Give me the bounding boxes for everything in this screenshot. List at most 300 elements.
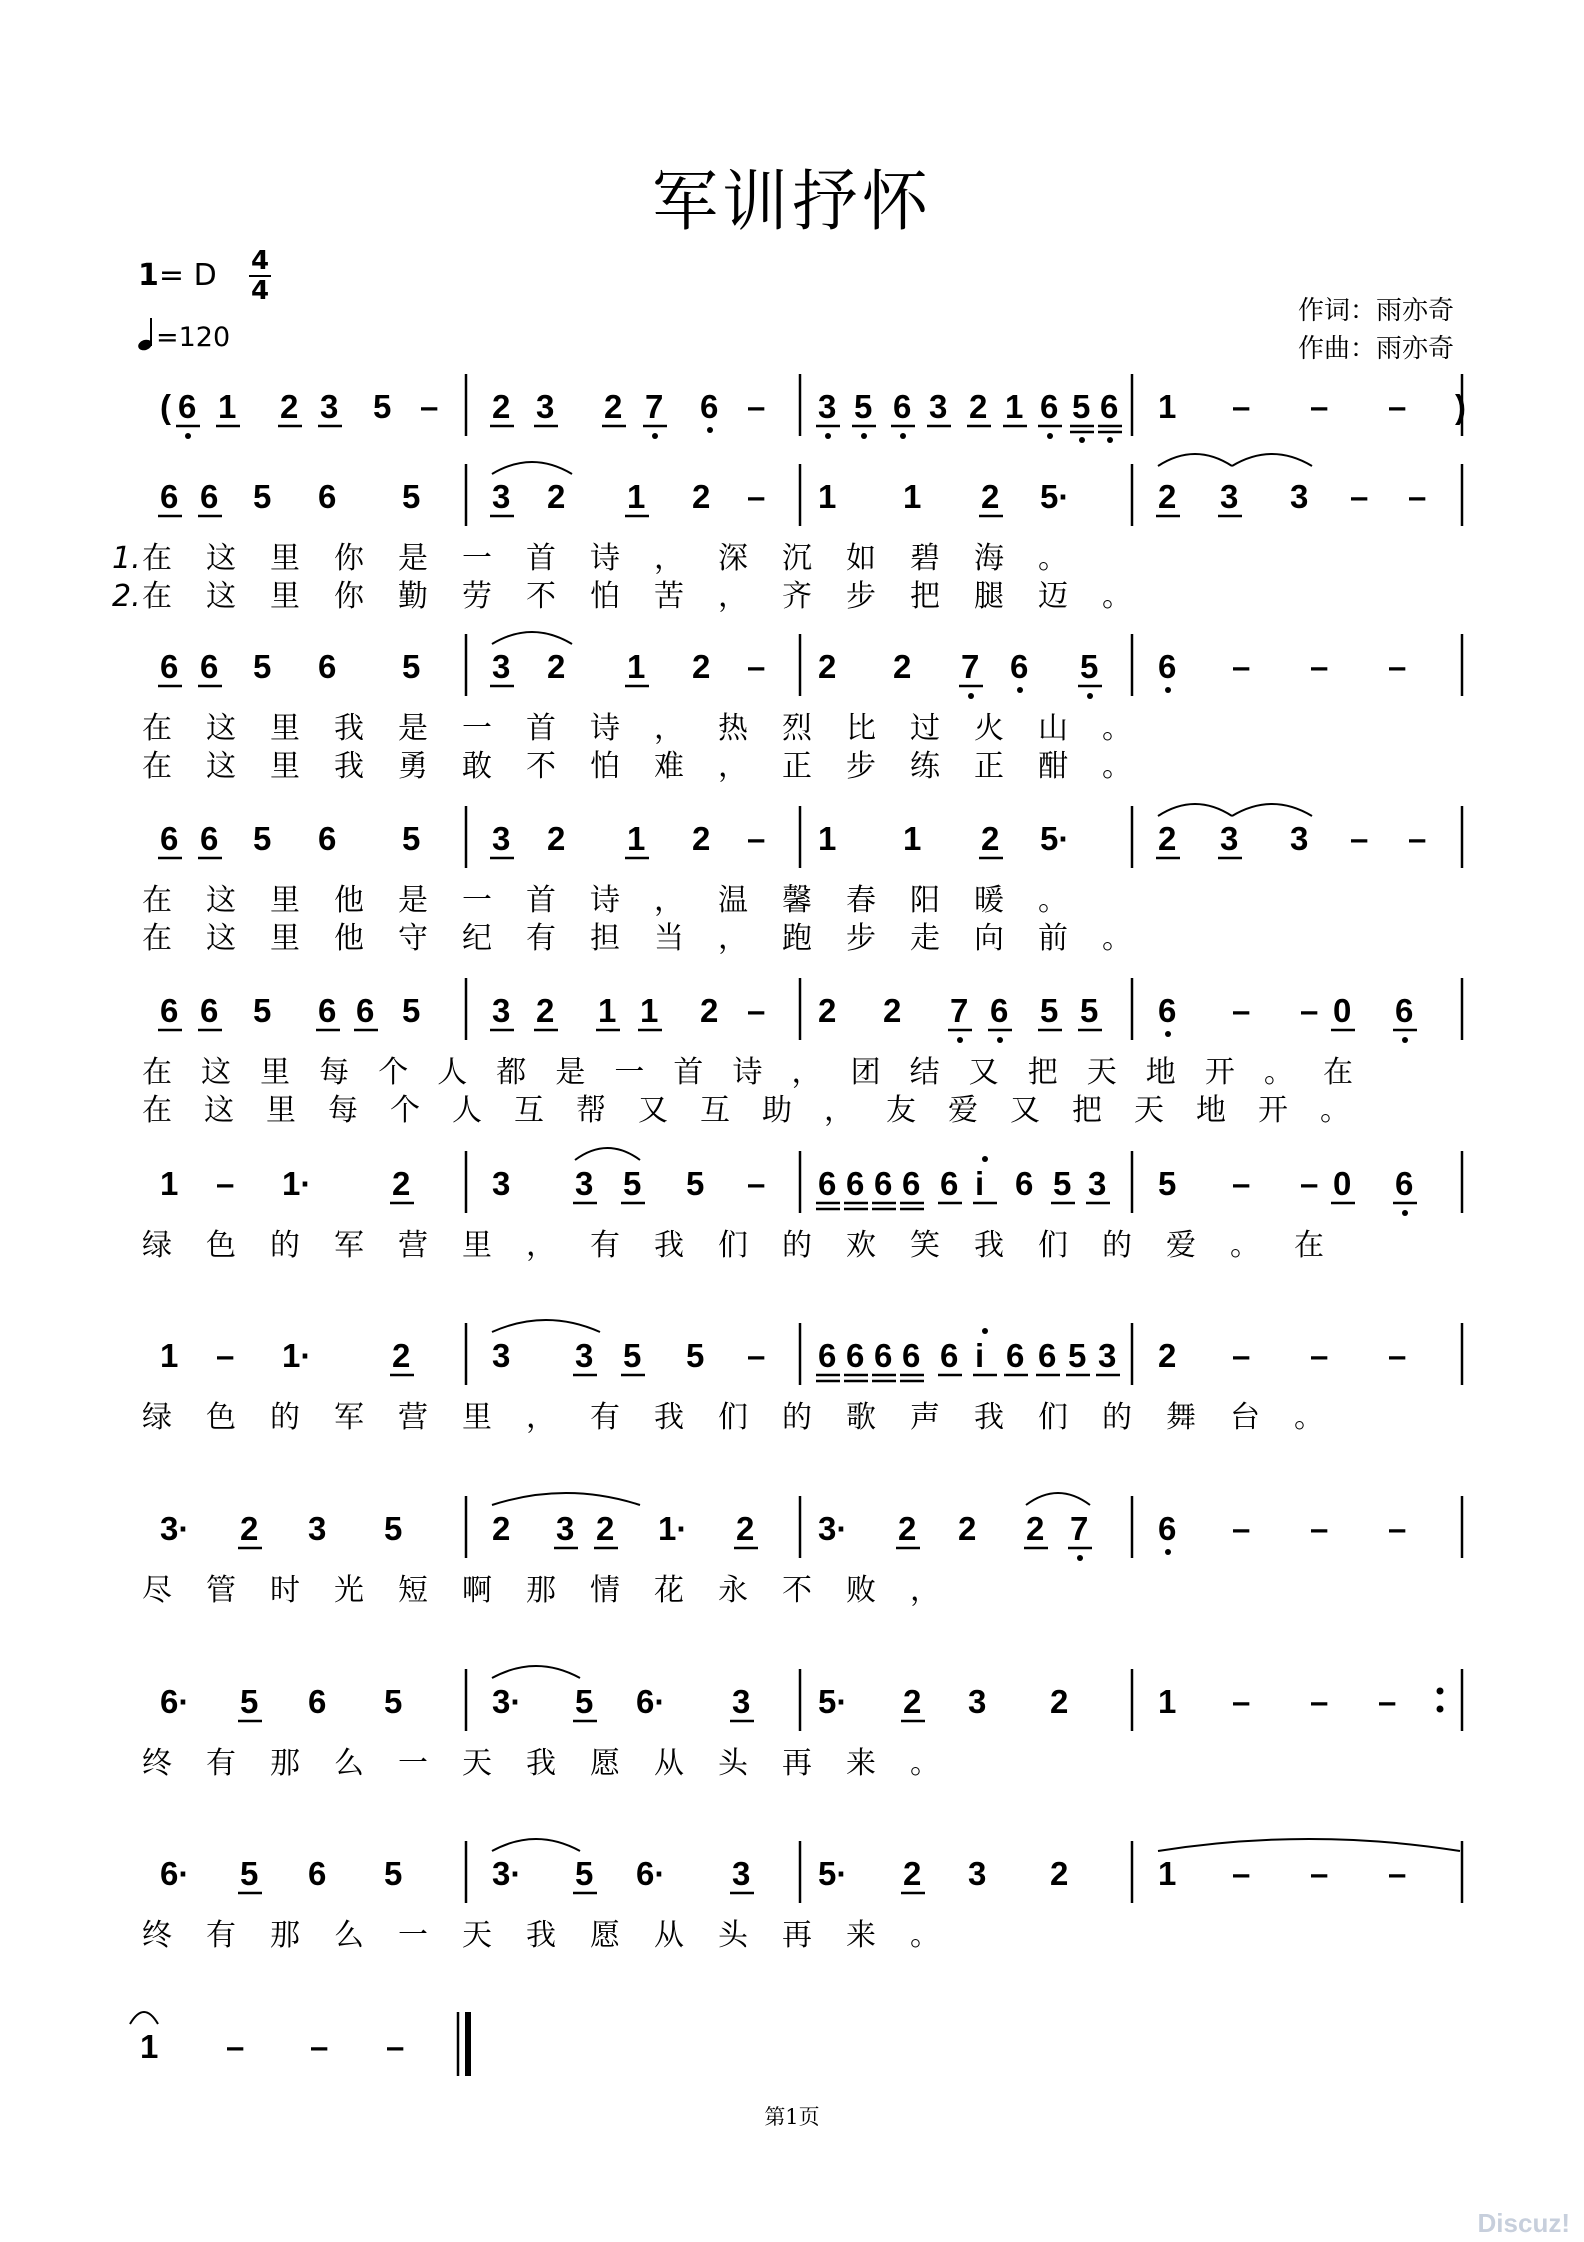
jianpu-note: 6 xyxy=(874,1337,893,1374)
lyric-char: 有 xyxy=(526,921,556,956)
jianpu-note: 2 xyxy=(604,388,623,425)
jianpu-note: 1 xyxy=(598,992,617,1029)
lyric-char: 暖 xyxy=(974,883,1004,918)
jianpu-note: 6 xyxy=(200,648,219,685)
lyric-char: 春 xyxy=(846,883,876,918)
lyric-char: ， xyxy=(824,1093,854,1128)
lyric-char: 过 xyxy=(910,711,940,746)
lyric-char: 。 xyxy=(1230,1228,1260,1263)
jianpu-note: 6 xyxy=(160,820,179,857)
jianpu-note: 2 xyxy=(1158,820,1177,857)
slur-arc xyxy=(1158,454,1232,466)
octave-dot-below xyxy=(861,433,867,439)
jianpu-note: 3 xyxy=(492,820,511,857)
lyric-char: 再 xyxy=(782,1918,812,1953)
lyric-char: 诗 xyxy=(590,711,620,746)
lyric-char: 里 xyxy=(270,541,300,576)
lyric-char: 军 xyxy=(334,1400,364,1435)
jianpu-note: 7 xyxy=(961,648,980,685)
page-number: 第1页 xyxy=(764,2105,820,2129)
octave-dot-below xyxy=(1047,433,1053,439)
lyric-char: 里 xyxy=(270,749,300,784)
lyric-char: 在 xyxy=(142,579,172,614)
lyric-char: 从 xyxy=(654,1918,684,1953)
jianpu-note: 6 xyxy=(1158,992,1177,1029)
jianpu-note: 6 xyxy=(356,992,375,1029)
lyric-char: 有 xyxy=(206,1918,236,1953)
lyric-char: 愿 xyxy=(590,1918,620,1953)
jianpu-note: – xyxy=(1232,1855,1251,1892)
lyric-char: 的 xyxy=(782,1228,812,1263)
lyric-char: 当 xyxy=(654,921,684,956)
lyric-char: 温 xyxy=(718,883,748,918)
lyric-char: 阳 xyxy=(910,883,940,918)
lyric-char: 有 xyxy=(590,1400,620,1435)
lyric-char: 不 xyxy=(782,1573,812,1608)
octave-dot-below xyxy=(1165,687,1171,693)
jianpu-note: 3 xyxy=(968,1683,987,1720)
jianpu-note: 2 xyxy=(898,1510,917,1547)
lyric-char: 们 xyxy=(718,1228,748,1263)
jianpu-note: 6 xyxy=(200,820,219,857)
jianpu-note: 3 xyxy=(308,1510,327,1547)
lyric-char: 难 xyxy=(654,749,684,784)
jianpu-note: – xyxy=(1300,1165,1319,1202)
jianpu-note: 2 xyxy=(692,820,711,857)
lyric-char: 这 xyxy=(206,921,236,956)
lyric-char: 管 xyxy=(206,1573,236,1608)
lyric-char: 那 xyxy=(270,1746,300,1781)
jianpu-note: 1 xyxy=(903,478,922,515)
jianpu-note: 3 xyxy=(556,1510,575,1547)
jianpu-note: 6 xyxy=(1158,648,1177,685)
jianpu-note: 3 xyxy=(492,992,511,1029)
lyric-char: ， xyxy=(718,921,748,956)
lyric-char: 尽 xyxy=(142,1573,172,1608)
jianpu-note: 5 xyxy=(384,1855,403,1892)
jianpu-note: 5 xyxy=(402,820,421,857)
lyric-char: 担 xyxy=(590,921,620,956)
lyric-char: 一 xyxy=(398,1918,428,1953)
jianpu-note: 2 xyxy=(392,1165,411,1202)
lyric-char: 有 xyxy=(206,1746,236,1781)
jianpu-note: – xyxy=(1408,478,1427,515)
lyric-char: 色 xyxy=(206,1228,236,1263)
lyric-char: 深 xyxy=(718,541,748,576)
lyric-char: ， xyxy=(718,749,748,784)
jianpu-note: 1 xyxy=(818,820,837,857)
jianpu-note: 6 xyxy=(940,1337,959,1374)
jianpu-note: 5 xyxy=(854,388,873,425)
jianpu-note: 6 xyxy=(308,1855,327,1892)
lyric-char: 首 xyxy=(526,541,556,576)
lyric-char: 里 xyxy=(462,1400,492,1435)
jianpu-note: 2 xyxy=(1158,1337,1177,1374)
jianpu-note: 2 xyxy=(280,388,299,425)
jianpu-note: 5 xyxy=(253,992,272,1029)
jianpu-note: 3 xyxy=(1098,1337,1117,1374)
jianpu-note: ) xyxy=(1455,388,1466,425)
jianpu-note: 6· xyxy=(636,1683,666,1720)
jianpu-note: 3 xyxy=(492,1337,511,1374)
lyric-char: 劳 xyxy=(462,579,492,614)
lyric-char: 步 xyxy=(846,749,876,784)
lyric-char: 我 xyxy=(974,1228,1004,1263)
jianpu-note: 5 xyxy=(402,992,421,1029)
jianpu-note: 3 xyxy=(1220,820,1239,857)
lyric-char: 敢 xyxy=(462,749,492,784)
jianpu-note: 2 xyxy=(692,648,711,685)
lyric-char: 短 xyxy=(398,1573,428,1608)
octave-dot-below xyxy=(997,1037,1003,1043)
jianpu-note: 3 xyxy=(732,1855,751,1892)
octave-dot-below xyxy=(1079,437,1085,443)
lyric-char: 我 xyxy=(654,1228,684,1263)
lyric-char: 他 xyxy=(334,883,364,918)
octave-dot-above xyxy=(982,1156,988,1162)
lyric-char: 军 xyxy=(334,1228,364,1263)
jianpu-note: 5 xyxy=(240,1683,259,1720)
jianpu-note: 3 xyxy=(968,1855,987,1892)
jianpu-note: – xyxy=(1388,1337,1407,1374)
jianpu-note: – xyxy=(747,478,766,515)
jianpu-note: – xyxy=(1350,820,1369,857)
lyric-char: 在 xyxy=(1322,1055,1353,1090)
jianpu-note: 6 xyxy=(1038,1337,1057,1374)
lyric-char: 。 xyxy=(1102,579,1132,614)
jianpu-note: 5 xyxy=(253,478,272,515)
jianpu-note: 1 xyxy=(1005,388,1024,425)
jianpu-note: – xyxy=(747,820,766,857)
jianpu-note: 1 xyxy=(627,648,646,685)
jianpu-note: 6· xyxy=(636,1855,666,1892)
jianpu-note: 6 xyxy=(160,992,179,1029)
lyric-char: 不 xyxy=(526,749,556,784)
lyric-char: 正 xyxy=(974,749,1004,784)
jianpu-note: 5 xyxy=(575,1855,594,1892)
jianpu-note: 6 xyxy=(700,388,719,425)
jianpu-note: 5 xyxy=(686,1165,705,1202)
jianpu-note: 5 xyxy=(402,648,421,685)
lyric-char: 我 xyxy=(654,1400,684,1435)
lyric-char: 。 xyxy=(1102,921,1132,956)
lyric-char: 碧 xyxy=(910,541,940,576)
lyric-char: 从 xyxy=(654,1746,684,1781)
jianpu-note: 6 xyxy=(1040,388,1059,425)
lyric-char: 迈 xyxy=(1038,579,1068,614)
jianpu-note: 5· xyxy=(818,1683,848,1720)
lyric-char: 在 xyxy=(142,1093,172,1128)
lyric-char: 永 xyxy=(718,1573,748,1608)
jianpu-note: 5 xyxy=(253,820,272,857)
lyric-char: 们 xyxy=(718,1400,748,1435)
jianpu-note: 2 xyxy=(547,820,566,857)
jianpu-note: 3 xyxy=(1290,478,1309,515)
octave-dot-below xyxy=(707,427,713,433)
lyric-char: 首 xyxy=(526,711,556,746)
lyric-char: 一 xyxy=(462,541,492,576)
lyric-char: 光 xyxy=(334,1573,364,1608)
lyric-char: 怕 xyxy=(590,579,620,614)
lyric-char: 一 xyxy=(462,711,492,746)
jianpu-note: – xyxy=(747,992,766,1029)
lyric-char: 们 xyxy=(1038,1228,1068,1263)
octave-dot-below xyxy=(1402,1210,1408,1216)
jianpu-note: 6 xyxy=(940,1165,959,1202)
octave-dot-below xyxy=(1402,1037,1408,1043)
octave-dot-below xyxy=(1077,1555,1083,1561)
lyric-char: 守 xyxy=(398,921,428,956)
jianpu-note: 2 xyxy=(547,648,566,685)
jianpu-note: 6 xyxy=(160,478,179,515)
octave-dot-below xyxy=(968,693,974,699)
lyric-char: 把 xyxy=(1027,1055,1058,1090)
jianpu-note: – xyxy=(1388,388,1407,425)
octave-dot-below xyxy=(1087,693,1093,699)
lyric-char: 声 xyxy=(910,1400,940,1435)
lyric-char: 互 xyxy=(514,1093,544,1128)
lyric-char: 又 xyxy=(638,1093,668,1128)
lyric-char: 来 xyxy=(846,1918,876,1953)
jianpu-note: 6 xyxy=(893,388,912,425)
jianpu-note: 3 xyxy=(536,388,555,425)
lyric-char: 海 xyxy=(974,541,1004,576)
jianpu-note: 5 xyxy=(253,648,272,685)
lyric-char: 爱 xyxy=(1166,1228,1196,1263)
lyric-char: 在 xyxy=(142,1055,172,1090)
jianpu-note: 1 xyxy=(903,820,922,857)
jianpu-note: 6 xyxy=(1395,1165,1414,1202)
slur-arc xyxy=(130,2012,158,2024)
slur-arc xyxy=(1158,1839,1460,1851)
jianpu-note: 6 xyxy=(1006,1337,1025,1374)
jianpu-note: 5 xyxy=(1053,1165,1072,1202)
lyric-char: 在 xyxy=(142,541,172,576)
lyric-char: 前 xyxy=(1038,921,1068,956)
jianpu-note: 5 xyxy=(686,1337,705,1374)
jianpu-note: – xyxy=(1232,388,1251,425)
jianpu-note: – xyxy=(1232,992,1251,1029)
jianpu-note: 3 xyxy=(575,1337,594,1374)
jianpu-note: 5 xyxy=(1080,648,1099,685)
jianpu-note: – xyxy=(747,1337,766,1374)
lyric-char: 营 xyxy=(398,1228,428,1263)
lyric-char: 烈 xyxy=(782,711,812,746)
verse-number: 1. xyxy=(112,541,141,576)
jianpu-note: 2 xyxy=(981,820,1000,857)
jianpu-note: – xyxy=(1232,1337,1251,1374)
lyric-char: 花 xyxy=(654,1573,684,1608)
lyric-char: 。 xyxy=(1038,883,1068,918)
jianpu-note: 6 xyxy=(1158,1510,1177,1547)
lyric-char: 来 xyxy=(846,1746,876,1781)
time-signature-top: 4 xyxy=(250,246,270,276)
jianpu-note: 3 xyxy=(732,1683,751,1720)
lyric-char: 。 xyxy=(1102,711,1132,746)
jianpu-note: 3 xyxy=(320,388,339,425)
jianpu-note: 3 xyxy=(818,388,837,425)
jianpu-note: 6· xyxy=(160,1855,190,1892)
jianpu-note: 6· xyxy=(160,1683,190,1720)
jianpu-note: 5· xyxy=(1040,820,1070,857)
lyric-char: ， xyxy=(910,1573,940,1608)
jianpu-note: 1 xyxy=(818,478,837,515)
jianpu-note: 5 xyxy=(373,388,392,425)
lyric-char: 时 xyxy=(270,1573,300,1608)
jianpu-note: 6 xyxy=(318,992,337,1029)
jianpu-note: 2 xyxy=(1050,1855,1069,1892)
jianpu-note: 2 xyxy=(981,478,1000,515)
jianpu-note: 6 xyxy=(902,1337,921,1374)
jianpu-note: 1· xyxy=(658,1510,688,1547)
lyric-char: 友 xyxy=(886,1093,916,1128)
lyric-char: 沉 xyxy=(782,541,812,576)
lyric-char: 正 xyxy=(782,749,812,784)
lyric-char: 是 xyxy=(398,883,428,918)
jianpu-note: 5 xyxy=(1040,992,1059,1029)
lyric-char: 个 xyxy=(378,1055,409,1090)
octave-dot-below xyxy=(1017,687,1023,693)
jianpu-note: 6 xyxy=(990,992,1009,1029)
jianpu-note: 5 xyxy=(384,1510,403,1547)
lyric-char: ， xyxy=(654,711,684,746)
lyric-char: 愿 xyxy=(590,1746,620,1781)
lyric-char: 又 xyxy=(1010,1093,1040,1128)
key-equals: = xyxy=(158,258,185,293)
lyric-char: 爱 xyxy=(948,1093,978,1128)
lyric-char: 台 xyxy=(1230,1400,1260,1435)
jianpu-note: 2 xyxy=(1158,478,1177,515)
jianpu-note: – xyxy=(310,2028,329,2065)
jianpu-note: 6 xyxy=(1100,388,1119,425)
lyric-char: 绿 xyxy=(142,1228,172,1263)
lyric-char: 天 xyxy=(462,1746,492,1781)
jianpu-note: 6 xyxy=(818,1165,837,1202)
lyric-char: 首 xyxy=(526,883,556,918)
lyric-char: 情 xyxy=(590,1573,620,1608)
lyric-char: 在 xyxy=(142,883,172,918)
octave-dot-below xyxy=(652,433,658,439)
slur-arc xyxy=(1232,804,1312,816)
lyric-char: 。 xyxy=(910,1746,940,1781)
lyric-char: 齐 xyxy=(782,579,812,614)
lyric-char: 诗 xyxy=(732,1055,763,1090)
jianpu-note: 3 xyxy=(575,1165,594,1202)
lyric-char: 里 xyxy=(462,1228,492,1263)
jianpu-note: 2 xyxy=(818,648,837,685)
octave-dot-below xyxy=(1165,1549,1171,1555)
lyric-char: 首 xyxy=(673,1055,704,1090)
lyric-char: 跑 xyxy=(782,921,812,956)
jianpu-note: 2 xyxy=(893,648,912,685)
slur-arc xyxy=(492,1839,580,1851)
lyric-char: 这 xyxy=(206,711,236,746)
lyric-char: 不 xyxy=(526,579,556,614)
octave-dot-below xyxy=(1165,1031,1171,1037)
lyric-char: 把 xyxy=(910,579,940,614)
jianpu-note: 3· xyxy=(492,1855,522,1892)
jianpu-note: 5· xyxy=(1040,478,1070,515)
lyric-char: 他 xyxy=(334,921,364,956)
lyric-char: ， xyxy=(791,1055,822,1090)
lyric-char: ， xyxy=(526,1400,556,1435)
lyric-char: 比 xyxy=(846,711,876,746)
lyric-char: 终 xyxy=(142,1918,172,1953)
slur-arc xyxy=(492,1320,600,1332)
lyric-char: 开 xyxy=(1204,1055,1235,1090)
lyric-char: 。 xyxy=(1294,1400,1324,1435)
jianpu-note: 6 xyxy=(1395,992,1414,1029)
lyric-char: 腿 xyxy=(974,579,1004,614)
lyric-char: 啊 xyxy=(462,1573,492,1608)
jianpu-note: 2 xyxy=(958,1510,977,1547)
lyric-char: 里 xyxy=(270,711,300,746)
lyric-char: 是 xyxy=(398,541,428,576)
lyric-char: 。 xyxy=(910,1918,940,1953)
lyric-char: 的 xyxy=(782,1400,812,1435)
lyric-char: 是 xyxy=(555,1055,586,1090)
jianpu-note: 5 xyxy=(240,1855,259,1892)
lyric-char: ， xyxy=(654,883,684,918)
lyric-char: 舞 xyxy=(1166,1400,1196,1435)
slur-arc xyxy=(492,1666,580,1678)
jianpu-note: – xyxy=(420,388,439,425)
lyric-char: 山 xyxy=(1038,711,1068,746)
lyric-char: 每 xyxy=(328,1093,358,1128)
jianpu-note: 1 xyxy=(627,478,646,515)
composer-credit: 作曲：雨亦奇 xyxy=(1297,334,1454,364)
lyric-char: 在 xyxy=(142,711,172,746)
lyric-char: 这 xyxy=(201,1055,232,1090)
jianpu-note: 6 xyxy=(902,1165,921,1202)
lyric-char: 开 xyxy=(1258,1093,1288,1128)
octave-dot-below xyxy=(825,433,831,439)
jianpu-note: 2 xyxy=(596,1510,615,1547)
jianpu-note: – xyxy=(1408,820,1427,857)
jianpu-note: 6 xyxy=(846,1165,865,1202)
lyricist-credit: 作词：雨亦奇 xyxy=(1297,296,1454,326)
jianpu-note: – xyxy=(1388,1510,1407,1547)
lyric-char: 在 xyxy=(1294,1228,1324,1263)
jianpu-note: ( xyxy=(160,388,171,425)
lyric-char: 把 xyxy=(1072,1093,1102,1128)
octave-dot-below xyxy=(957,1037,963,1043)
lyric-char: 有 xyxy=(590,1228,620,1263)
jianpu-note: – xyxy=(1310,648,1329,685)
lyric-char: 。 xyxy=(1320,1093,1350,1128)
lyric-char: 这 xyxy=(206,749,236,784)
jianpu-note: – xyxy=(216,1165,235,1202)
lyric-char: 。 xyxy=(1102,749,1132,784)
lyric-char: 一 xyxy=(614,1055,645,1090)
jianpu-note: – xyxy=(1388,1855,1407,1892)
jianpu-note: 2 xyxy=(492,388,511,425)
jianpu-note: 6 xyxy=(178,388,197,425)
lyric-char: 里 xyxy=(266,1093,296,1128)
jianpu-note: 1 xyxy=(1158,1855,1177,1892)
lyric-char: 帮 xyxy=(576,1093,606,1128)
jianpu-note: – xyxy=(226,2028,245,2065)
jianpu-note: 5 xyxy=(1158,1165,1177,1202)
jianpu-note: 1 xyxy=(218,388,237,425)
repeat-dot xyxy=(1437,1706,1444,1713)
lyric-char: 那 xyxy=(270,1918,300,1953)
jianpu-note: 6 xyxy=(318,478,337,515)
jianpu-note: 2 xyxy=(1026,1510,1045,1547)
jianpu-note: 6 xyxy=(200,478,219,515)
lyric-char: 在 xyxy=(142,749,172,784)
slur-arc xyxy=(1232,454,1312,466)
